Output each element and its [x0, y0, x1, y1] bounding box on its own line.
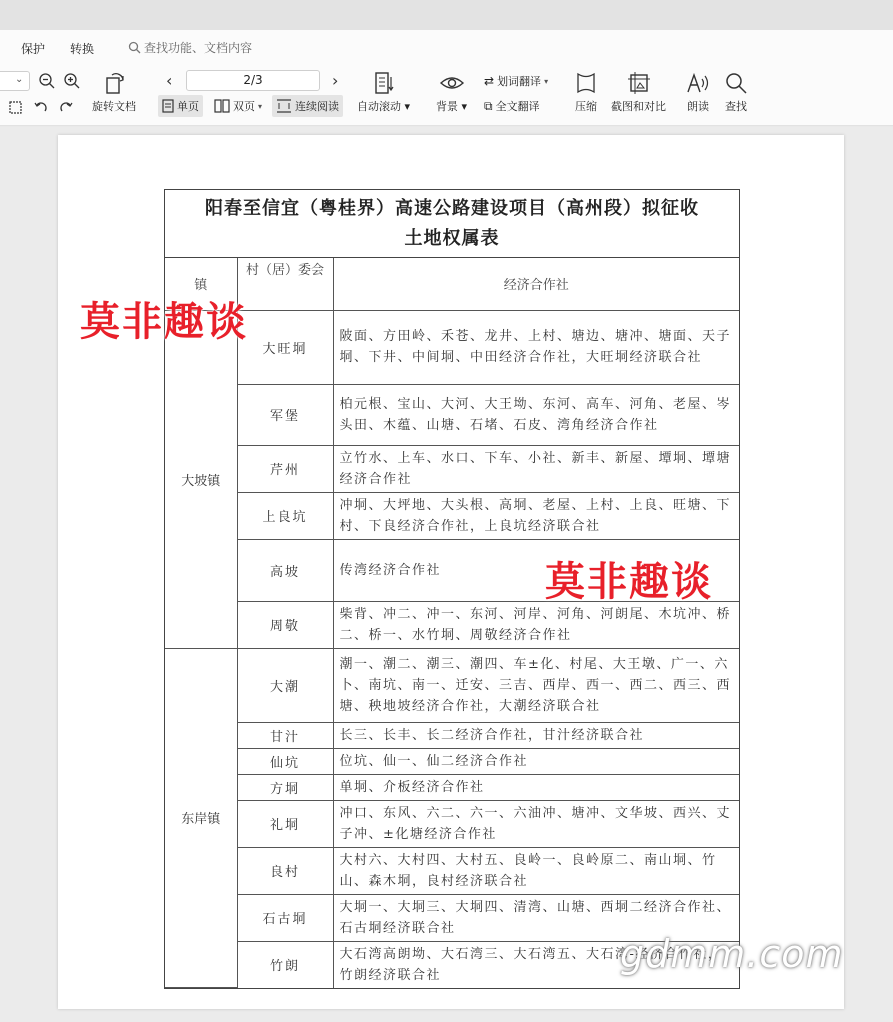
read-aloud-button[interactable] [683, 70, 713, 114]
town-cell: 大坡镇 [165, 310, 237, 648]
village-cell: 芹州 [237, 445, 333, 492]
village-cell: 军堡 [237, 384, 333, 445]
table-row [165, 648, 739, 722]
table-row [165, 601, 739, 648]
double-page-icon [214, 99, 230, 113]
coop-cell: 潮一、潮二、潮三、潮四、车±化、村尾、大王墩、广一、六卜、南坑、南一、迁安、三吉、西岸、西一、西二、西三、西塘、秧地坡经济合作社，大潮经济联合社 [333, 648, 739, 722]
coop-cell: 单垌、介板经济合作社 [333, 774, 739, 800]
village-cell: 良村 [237, 847, 333, 894]
compress-icon [575, 71, 597, 95]
menu-convert[interactable]: 转换 [70, 42, 95, 56]
rotate-left-icon[interactable] [33, 100, 49, 116]
search-icon [724, 71, 748, 95]
previous-page-icon[interactable]: ‹ [166, 71, 173, 90]
word-translate-label: 划词翻译 [497, 75, 542, 88]
read-aloud-icon [685, 71, 711, 95]
find-button[interactable] [721, 70, 751, 114]
continuous-read-button[interactable] [272, 95, 343, 117]
coop-cell: 柴背、冲二、冲一、东河、河岸、河角、河朗尾、木坑冲、桥二、桥一、水竹垌、周敬经济合作社 [333, 601, 739, 648]
search-box[interactable] [128, 39, 252, 56]
continuous-read-label: 连续阅读 [295, 100, 339, 113]
coop-cell: 冲口、东风、六二、六一、六油冲、塘冲、文华坡、西兴、丈子冲、±化塘经济合作社 [333, 800, 739, 847]
zoom-in-icon[interactable] [63, 72, 81, 90]
auto-scroll-label: 自动滚动 ▾ [357, 100, 411, 113]
table-row [165, 492, 739, 539]
toolbar [0, 64, 893, 126]
menu-bar [0, 30, 893, 64]
full-translate-label: 全文翻译 [495, 100, 540, 113]
rotate-document-icon [102, 71, 126, 95]
table-row [165, 384, 739, 445]
table-row [165, 847, 739, 894]
single-page-label: 单页 [177, 100, 199, 113]
screenshot-compare-button[interactable] [611, 70, 666, 114]
auto-scroll-icon [373, 71, 395, 95]
zoom-out-icon[interactable] [38, 72, 56, 90]
header-village: 村（居）委会 [237, 258, 333, 310]
document-translate-icon: ⧉ [484, 98, 493, 113]
table-row [165, 722, 739, 748]
header-coop: 经济合作社 [333, 258, 739, 310]
chevron-down-icon: ⌄ [15, 74, 24, 85]
village-cell: 竹朗 [237, 941, 333, 988]
next-page-icon[interactable]: › [332, 71, 339, 90]
village-cell: 石古垌 [237, 894, 333, 941]
brand-watermark: 莫非趣谈 [80, 299, 248, 345]
compress-button[interactable] [571, 70, 601, 114]
rotate-document-button[interactable] [92, 70, 136, 114]
village-cell: 大潮 [237, 648, 333, 722]
village-cell: 甘汁 [237, 722, 333, 748]
screenshot-compare-label: 截图和对比 [611, 100, 666, 113]
zoom-dropdown[interactable] [0, 71, 30, 91]
village-cell: 方垌 [237, 774, 333, 800]
village-cell: 上良坑 [237, 492, 333, 539]
table-row [165, 310, 739, 384]
village-cell: 仙坑 [237, 748, 333, 774]
word-translate-button[interactable] [480, 70, 552, 92]
town-cell: 东岸镇 [165, 648, 237, 988]
background-button[interactable] [436, 70, 467, 114]
table-header-row [165, 258, 739, 310]
table-row [165, 800, 739, 847]
coop-cell: 柏元根、宝山、大河、大王坳、东河、高车、河角、老屋、岑头田、木蕴、山塘、石堵、石皮、湾角经济合作社 [333, 384, 739, 445]
screenshot-icon [627, 71, 651, 95]
rotate-right-icon[interactable] [58, 100, 74, 116]
compress-label: 压缩 [575, 100, 597, 113]
single-page-icon [162, 99, 174, 113]
village-cell: 周敬 [237, 601, 333, 648]
auto-scroll-button[interactable] [357, 70, 410, 114]
read-aloud-label: 朗读 [687, 100, 709, 113]
title-strip [0, 0, 893, 30]
village-cell: 礼垌 [237, 800, 333, 847]
full-translate-button[interactable] [480, 95, 544, 117]
coop-cell: 大村六、大村四、大村五、良岭一、良岭原二、南山垌、竹山、森木垌，良村经济联合社 [333, 847, 739, 894]
chevron-down-icon: ▾ [258, 101, 263, 111]
site-watermark: gdmm.com [620, 932, 844, 976]
rotate-label: 旋转文档 [92, 100, 136, 113]
village-cell: 高坡 [237, 539, 333, 601]
table-row [165, 748, 739, 774]
chevron-down-icon: ▾ [544, 76, 549, 86]
header-town: 镇 [165, 258, 237, 310]
coop-cell: 大垌一、大垌三、大垌四、清湾、山塘、西垌二经济合作社、石古垌经济联合社 [333, 894, 739, 941]
village-cell: 大旺垌 [237, 310, 333, 384]
double-page-button[interactable] [210, 95, 266, 117]
coop-cell: 长三、长丰、长二经济合作社，甘汁经济联合社 [333, 722, 739, 748]
coop-cell: 冲垌、大坪地、大头根、高垌、老屋、上村、上良、旺塘、下村、下良经济合作社，上良坑经济联合社 [333, 492, 739, 539]
coop-cell: 立竹水、上车、水口、下车、小社、新丰、新屋、墰垌、墰塘经济合作社 [333, 445, 739, 492]
title-line-1: 阳春至信宜（粤桂界）高速公路建设项目（高州段）拟征收 [205, 197, 699, 219]
continuous-read-icon [276, 99, 292, 113]
coop-cell: 位坑、仙一、仙二经济合作社 [333, 748, 739, 774]
background-label: 背景 ▾ [436, 100, 468, 113]
ownership-table [165, 258, 739, 988]
table-title [165, 190, 739, 258]
single-page-button[interactable] [158, 95, 203, 117]
translate-icon: ⇄ [484, 74, 495, 88]
menu-protect[interactable]: 保护 [21, 42, 46, 56]
search-icon [128, 41, 141, 54]
double-page-label: 双页 [233, 100, 255, 113]
find-label: 查找 [725, 100, 747, 113]
title-line-2: 土地权属表 [404, 227, 500, 249]
coop-cell: 陂面、方田岭、禾苍、龙井、上村、塘边、塘冲、塘面、天子垌、下井、中间垌、中田经济合作社，大旺垌经济联合社 [333, 310, 739, 384]
page-number-input[interactable]: 2/3 [186, 70, 320, 91]
table-body [165, 310, 739, 988]
brand-watermark: 莫非趣谈 [545, 559, 713, 605]
coop-cell: 大石湾高朗坳、大石湾三、大石湾五、大石湾-经济合作社，竹朗经济联合社 [333, 941, 739, 988]
select-icon[interactable] [8, 100, 24, 116]
table-row [165, 774, 739, 800]
eye-icon [439, 73, 465, 93]
table-row [165, 445, 739, 492]
coop-cell: 传湾经济合作社 [333, 539, 739, 601]
search-placeholder: 查找功能、文档内容 [144, 41, 253, 55]
